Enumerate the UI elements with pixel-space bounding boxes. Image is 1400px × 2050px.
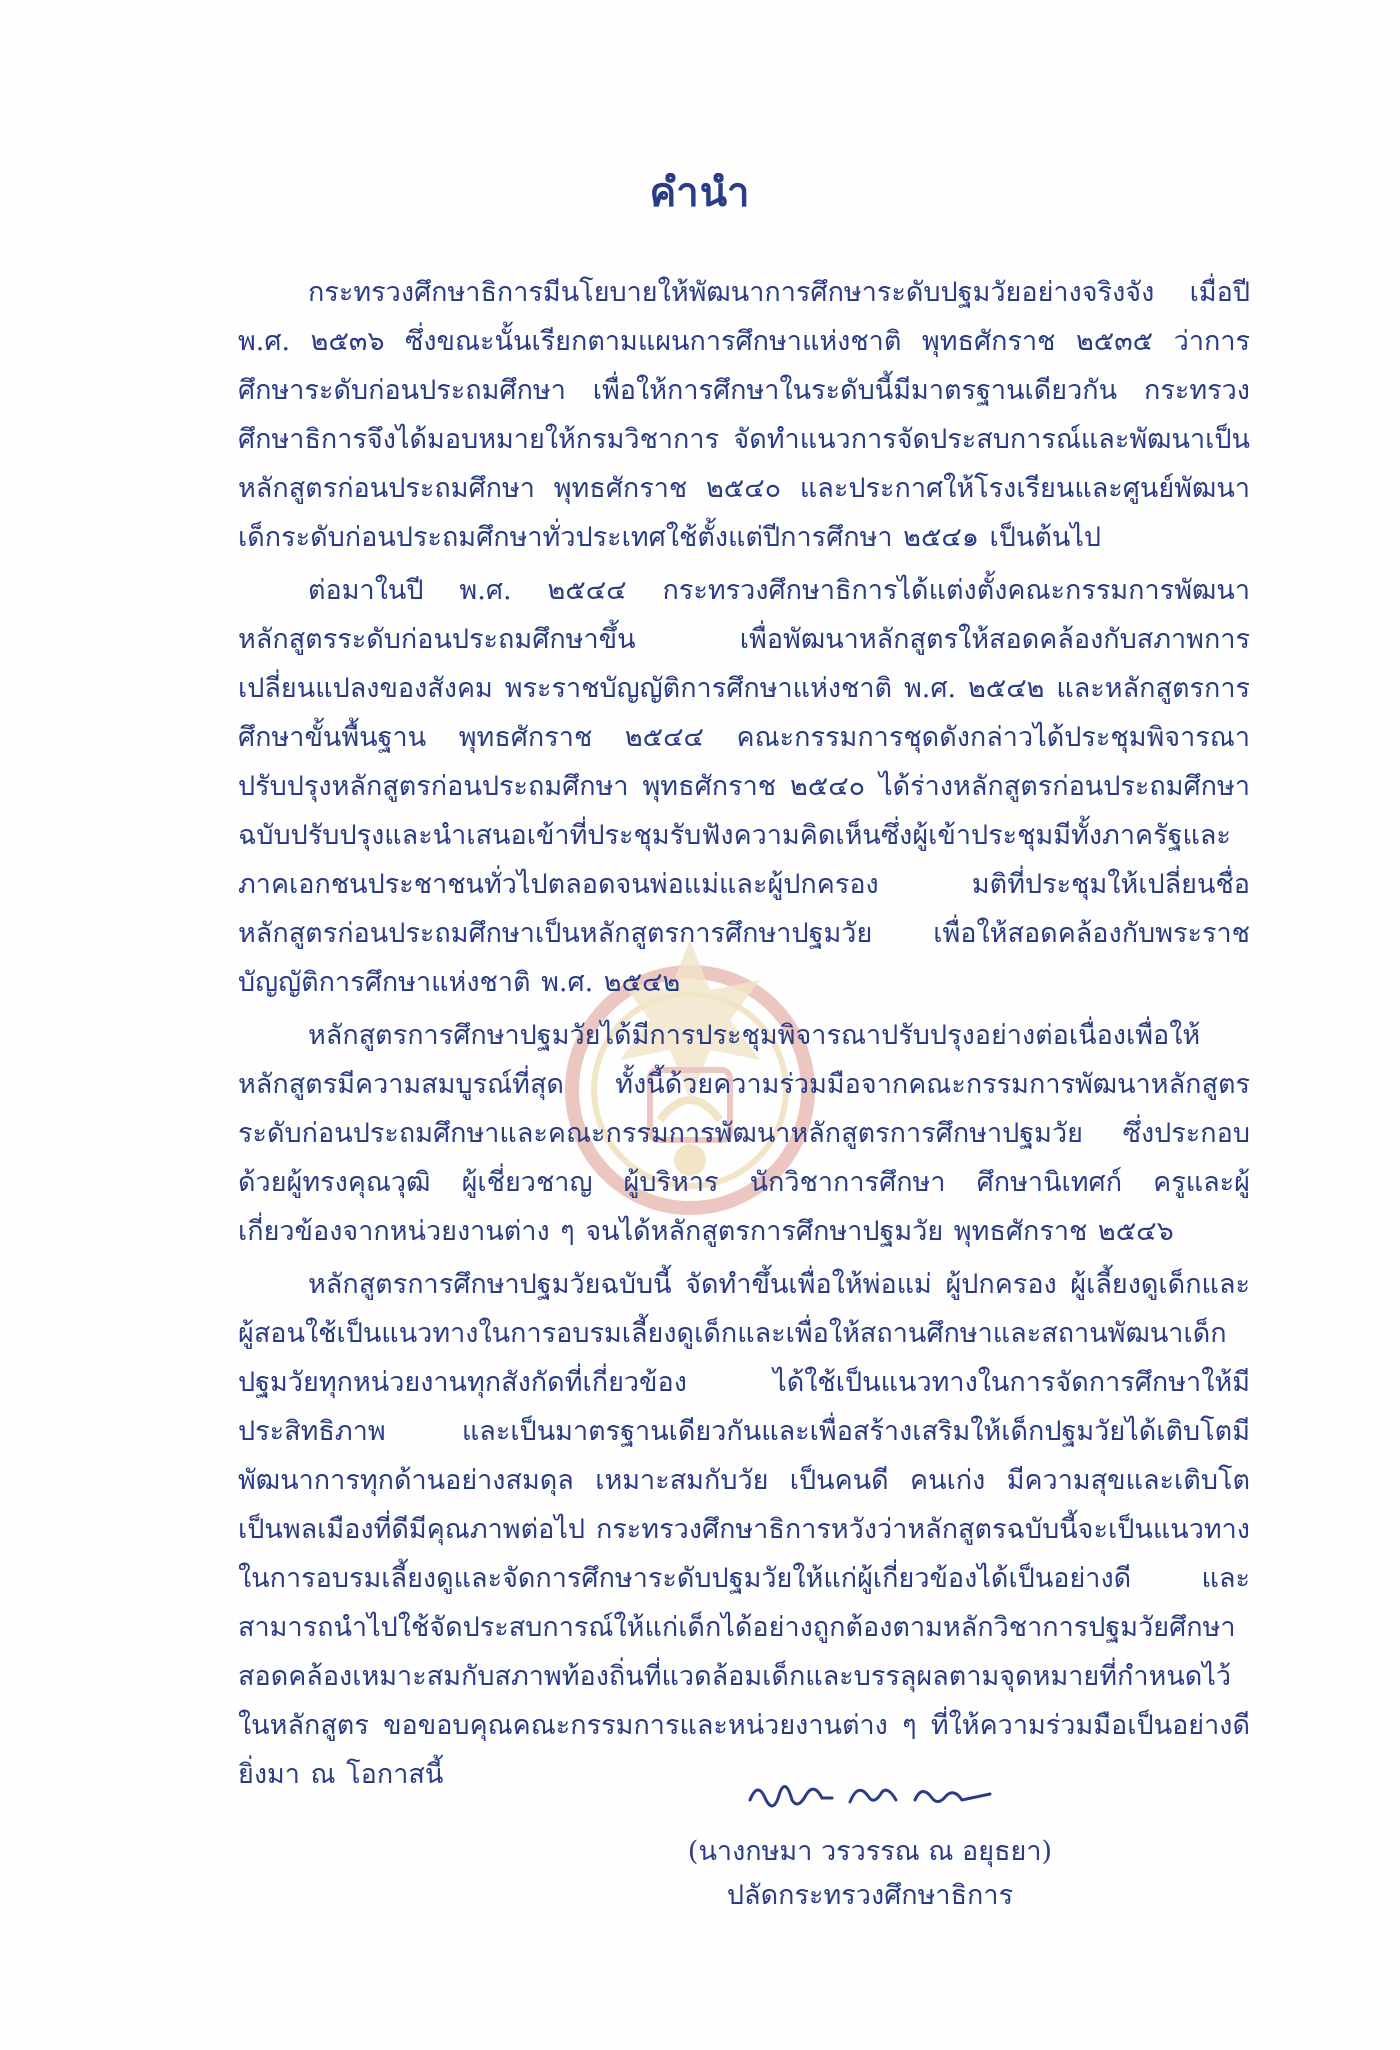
paragraph-2: ต่อมาในปี พ.ศ. ๒๕๔๔ กระทรวงศึกษาธิการได้แต่งตั้งคณะกรรมการพัฒนาหลักสูตรระดับก่อนประถมศึกษาขึ้น เพื่อพัฒนาหลักสูตรให้สอดคล้องกับสภาพการเปลี่ยนแปลงของสังคม พระราชบัญญัติการศึกษาแห่งชาติ พ.ศ. ๒๕๔๒ และหลักสูตรการศึกษาขั้นพื้นฐาน พุทธศักราช ๒๕๔๔ คณะกรรมการชุดดังกล่าวได้ประชุมพิจารณาปรับปรุงหลักสูตรก่อนประถมศึกษา พุทธศักราช ๒๕๔๐ ได้ร่างหลักสูตรก่อนประถมศึกษาฉบับปรับปรุงและนำเสนอเข้าที่ประชุมรับฟังความคิดเห็นซึ่งผู้เข้าประชุมมีทั้งภาครัฐและภาคเอกชนประชาชนทั่วไปตลอดจนพ่อแม่และผู้ปกครอง มติที่ประชุมให้เปลี่ยนชื่อหลักสูตรก่อนประถมศึกษาเป็นหลักสูตรการศึกษาปฐมวัย เพื่อให้สอดคล้องกับพระราชบัญญัติการศึกษาแห่งชาติ พ.ศ. ๒๕๔๒ [238,575,1250,998]
handwritten-signature-icon [740,1770,1000,1820]
signer-name: (นางกษมา วรวรรณ ณ อยุธยา) [687,1836,1053,1867]
page-title: คำนำ [649,169,751,216]
paragraph-3: หลักสูตรการศึกษาปฐมวัยได้มีการประชุมพิจารณาปรับปรุงอย่างต่อเนื่องเพื่อให้หลักสูตรมีความสมบูรณ์ที่สุด ทั้งนี้ด้วยความร่วมมือจากคณะกรรมการพัฒนาหลักสูตรระดับก่อนประถมศึกษาและคณะกรรมการพัฒนาหลักสูตรการศึกษาปฐมวัย ซึ่งประกอบด้วยผู้ทรงคุณวุฒิ ผู้เชี่ยวชาญ ผู้บริหาร นักวิชาการศึกษา ศึกษานิเทศก์ ครูและผู้เกี่ยวข้องจากหน่วยงานต่าง ๆ จนได้หลักสูตรการศึกษาปฐมวัย พุทธศักราช ๒๕๔๖ [238,1020,1250,1247]
paragraph-1: กระทรวงศึกษาธิการมีนโยบายให้พัฒนาการศึกษาระดับปฐมวัยอย่างจริงจัง เมื่อปี พ.ศ. ๒๕๓๖ ซึ่งขณะนั้นเรียกตามแผนการศึกษาแห่งชาติ พุทธศักราช ๒๕๓๕ ว่าการศึกษาระดับก่อนประถมศึกษา เพื่อให้การศึกษาในระดับนี้มีมาตรฐานเดียวกัน กระทรวงศึกษาธิการจึงได้มอบหมายให้กรมวิชาการ จัดทำแนวการจัดประสบการณ์และพัฒนาเป็นหลักสูตรก่อนประถมศึกษา พุทธศักราช ๒๕๔๐ และประกาศให้โรงเรียนและศูนย์พัฒนาเด็กระดับก่อนประถมศึกษาทั่วประเทศใช้ตั้งแต่ปีการศึกษา ๒๕๔๑ เป็นต้นไป [238,277,1250,553]
signer-title: ปลัดกระทรวงศึกษาธิการ [726,1880,1014,1911]
body-text [238,268,1250,1803]
paragraph-4: หลักสูตรการศึกษาปฐมวัยฉบับนี้ จัดทำขึ้นเพื่อให้พ่อแม่ ผู้ปกครอง ผู้เลี้ยงดูเด็กและผู้สอนใช้เป็นแนวทางในการอบรมเลี้ยงดูเด็กและเพื่อให้สถานศึกษาและสถานพัฒนาเด็กปฐมวัยทุกหน่วยงานทุกสังกัดที่เกี่ยวข้อง ได้ใช้เป็นแนวทางในการจัดการศึกษาให้มีประสิทธิภาพ และเป็นมาตรฐานเดียวกันและเพื่อสร้างเสริมให้เด็กปฐมวัยได้เติบโตมีพัฒนาการทุกด้านอย่างสมดุล เหมาะสมกับวัย เป็นคนดี คนเก่ง มีความสุขและเติบโตเป็นพลเมืองที่ดีมีคุณภาพต่อไป กระทรวงศึกษาธิการหวังว่าหลักสูตรฉบับนี้จะเป็นแนวทางในการอบรมเลี้ยงดูและจัดการศึกษาระดับปฐมวัยให้แก่ผู้เกี่ยวข้องได้เป็นอย่างดี และสามารถนำไปใช้จัดประสบการณ์ให้แก่เด็กได้อย่างถูกต้องตามหลักวิชาการปฐมวัยศึกษา สอดคล้องเหมาะสมกับสภาพท้องถิ่นที่แวดล้อมเด็กและบรรลุผลตามจุดหมายที่กำหนดไว้ในหลักสูตร ขอขอบคุณคณะกรรมการและหน่วยงานต่าง ๆ ที่ให้ความร่วมมือเป็นอย่างดียิ่งมา ณ โอกาสนี้ [238,1269,1250,1790]
signature-block [640,1770,1100,1918]
